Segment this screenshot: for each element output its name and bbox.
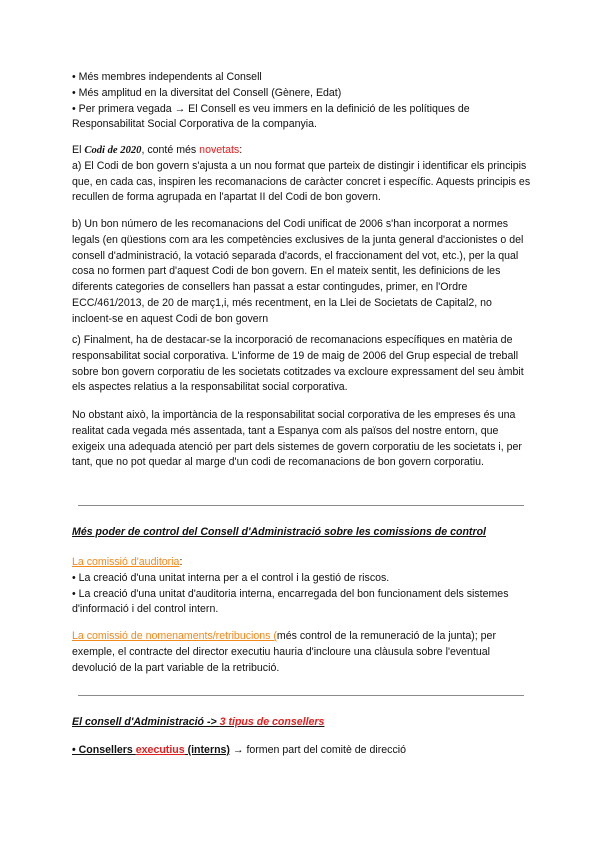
intro-bullet: • Més membres independents al Consell — [72, 71, 262, 83]
section1-heading: Més poder de control del Consell d'Administració sobre les comissions de control — [72, 526, 486, 538]
nomenaments-paragraph: La comissió de nomenaments/retribucions (més control de la remuneració de la junta); per exemple, el contracte del director executiu hauria d'incloure una clàusula sobre l'eventual devolució de la part variable de la retribució. — [72, 630, 496, 674]
executius-line: • Consellers executius (interns) → formen part del comitè de direcció — [72, 744, 407, 756]
nomenaments-title: La comissió de nomenaments/retribucions ( — [72, 630, 277, 642]
codi-intro-line: El Codi de 2020, conté més novetats: — [72, 144, 243, 156]
auditoria-bullet: • La creació d'una unitat interna per a el control i la gestió de riscos. — [72, 571, 390, 584]
codi-title: Codi de 2020 — [84, 145, 142, 156]
paragraph-c: c) Finalment, ha de destacar-se la incorporació de recomanacions específiques en matèria de responsabilitat social corporativa. L'informe de 19 de maig de 2006 del Grup especial de treball sobre bon govern corporatiu de les societats cotitzades va excloure expressament del seu àmbit els aspectes relatius a la responsabilitat social corporativa. — [72, 334, 524, 394]
auditoria-title-line: La comissió d'auditoria: — [72, 556, 183, 568]
codi-section — [72, 143, 532, 206]
intro-bullet-list — [72, 70, 532, 133]
auditoria-title: La comissió d'auditoria — [72, 556, 180, 568]
paragraph-b: b) Un bon número de les recomanacions del Codi unificat de 2006 s'han incorporat a normes legals (en qüestions com ara les competències exclusives de la junta general d'accionistes o del consell d'administració, la votació separada d'acords, el fraccionament del vot, etc.), per la qual cosa no formen part d'aquest Codi de bon govern. En el mateix sentit, les definicions de les diferents categories de consellers han passat a estar contingudes, primer, en l'Ordre ECC/461/2013, de 20 de març1,i, més recentment, en la Llei de Societats de Capital2, no incloent-se en aquest Codi de bon govern — [72, 218, 524, 325]
auditoria-section — [72, 555, 532, 618]
section-heading-consellers — [72, 715, 532, 731]
section2-heading: El consell d'Administració -> 3 tipus de consellers — [72, 716, 325, 728]
nomenaments-section — [72, 629, 532, 676]
intro-bullet: • Més amplitud en la diversitat del Consell (Gènere, Edat) — [72, 86, 342, 99]
executius-highlight: executius — [135, 744, 185, 756]
auditoria-bullet: • La creació d'una unitat d'auditoria interna, encarregada del bon funcionament dels sistemes d'informació i del control intern. — [72, 587, 509, 616]
paragraph-a: a) El Codi de bon govern s'ajusta a un nou format que parteix de distingir i identificar els principis que, en cada cas, inspiren les recomanacions de caràcter concret i específic. Aquests principis es recullen de forma agrupada en l'apartat II del Codi de bon govern. — [72, 159, 531, 204]
section-heading-control — [72, 525, 532, 541]
intro-bullet: • Per primera vegada → El Consell es veu immers en la definició de les polítiques de Responsabilitat Social Corporativa de la companyia. — [72, 102, 470, 131]
paragraph-d: No obstant això, la importància de la responsabilitat social corporativa de les empreses és una realitat cada vegada més assentada, tant a Espanya com als països del nostre entorn, que exigeix una adequada atenció per part dels sistemes de govern corporatiu de les societats i, per tant, que no pot quedar al marge d'un codi de recomanacions de bon govern corporatiu. — [72, 409, 522, 469]
novetats-highlight: novetats — [199, 144, 240, 156]
divider — [78, 505, 524, 506]
tipus-highlight: 3 tipus de consellers — [219, 716, 325, 728]
divider — [78, 695, 524, 696]
